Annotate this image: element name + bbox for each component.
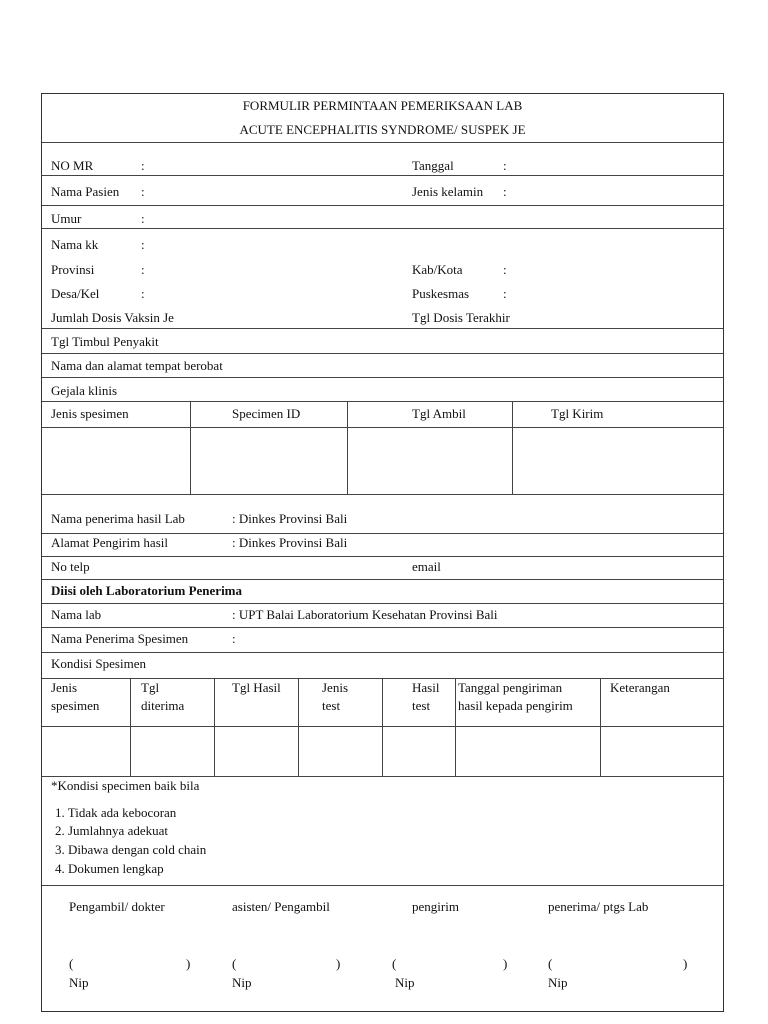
table-header-jenis-spesimen: spesimen <box>51 698 100 713</box>
value-penerima-hasil: : Dinkes Provinsi Bali <box>232 511 348 526</box>
notes-item: 1. Tidak ada kebocoran <box>55 805 177 820</box>
signature-paren-close: ) <box>336 956 341 971</box>
divider <box>42 885 723 886</box>
signature-role: penerima/ ptgs Lab <box>548 899 649 914</box>
signature-role: asisten/ Pengambil <box>232 899 330 914</box>
notes-item: 4. Dokumen lengkap <box>55 861 164 876</box>
colon: : <box>503 184 507 199</box>
divider <box>42 652 723 653</box>
label-no-telp: No telp <box>51 559 90 574</box>
table-header-jenis-spesimen: Jenis <box>51 680 77 695</box>
divider <box>42 401 723 402</box>
divider <box>42 175 723 176</box>
colon: : <box>141 184 145 199</box>
signature-nip: Nip <box>548 975 568 990</box>
divider <box>42 328 723 329</box>
signature-paren-open: ( <box>69 956 74 971</box>
divider <box>42 142 723 143</box>
divider <box>42 603 723 604</box>
divider <box>42 776 723 777</box>
table-column-divider <box>512 401 513 494</box>
table-column-divider <box>130 678 131 776</box>
divider <box>42 377 723 378</box>
signature-nip: Nip <box>69 975 89 990</box>
table-header-jenis-test: Jenis <box>322 680 348 695</box>
table-column-divider <box>347 401 348 494</box>
table-header-hasil-test: test <box>412 698 431 713</box>
table-header-keterangan: Keterangan <box>610 680 670 695</box>
divider <box>42 556 723 557</box>
colon: : <box>503 158 507 173</box>
table-header-tgl-ambil: Tgl Ambil <box>412 406 466 421</box>
label-tgl-timbul: Tgl Timbul Penyakit <box>51 334 159 349</box>
signature-nip: Nip <box>395 975 415 990</box>
table-header-tanggal-pengiriman: Tanggal pengiriman <box>458 680 563 695</box>
table-header-specimen-id: Specimen ID <box>232 406 301 421</box>
divider <box>42 427 723 428</box>
colon: : <box>141 262 145 277</box>
table-column-divider <box>455 678 456 776</box>
notes-title: *Kondisi specimen baik bila <box>51 778 200 793</box>
label-gejala-klinis: Gejala klinis <box>51 383 118 398</box>
form-subtitle: ACUTE ENCEPHALITIS SYNDROME/ SUSPEK JE <box>239 122 526 137</box>
table-column-divider <box>190 401 191 494</box>
divider <box>42 228 723 229</box>
divider <box>42 353 723 354</box>
table-header-hasil-test: Hasil <box>412 680 440 695</box>
value-alamat-pengirim: : Dinkes Provinsi Bali <box>232 535 348 550</box>
label-jenis-kelamin: Jenis kelamin <box>412 184 484 199</box>
colon: : <box>141 286 145 301</box>
table-header-tgl-kirim: Tgl Kirim <box>551 406 604 421</box>
label-penerima-spesimen: Nama Penerima Spesimen <box>51 631 189 646</box>
signature-paren-open: ( <box>548 956 553 971</box>
signature-role: Pengambil/ dokter <box>69 899 165 914</box>
label-puskesmas: Puskesmas <box>412 286 470 301</box>
signature-paren-close: ) <box>503 956 508 971</box>
divider <box>42 627 723 628</box>
table-header-tanggal-pengiriman: hasil kepada pengirim <box>458 698 573 713</box>
form-title: FORMULIR PERMINTAAN PEMERIKSAAN LAB <box>242 98 523 113</box>
label-tanggal: Tanggal <box>412 158 454 173</box>
signature-paren-close: ) <box>186 956 191 971</box>
label-nama-pasien: Nama Pasien <box>51 184 120 199</box>
label-penerima-hasil: Nama penerima hasil Lab <box>51 511 185 526</box>
divider <box>42 494 723 495</box>
divider <box>42 533 723 534</box>
colon: : <box>141 237 145 252</box>
label-alamat-pengirim: Alamat Pengirim hasil <box>51 535 168 550</box>
section-title-lab: Diisi oleh Laboratorium Penerima <box>51 583 243 598</box>
divider <box>42 205 723 206</box>
signature-role: pengirim <box>412 899 459 914</box>
lab-request-form <box>41 93 724 1012</box>
value-nama-lab: : UPT Balai Laboratorium Kesehatan Provinsi Bali <box>232 607 498 622</box>
table-header-tgl-hasil: Tgl Hasil <box>232 680 281 695</box>
label-kab-kota: Kab/Kota <box>412 262 463 277</box>
notes-item: 3. Dibawa dengan cold chain <box>55 842 207 857</box>
table-header-jenis-spesimen: Jenis spesimen <box>51 406 129 421</box>
label-no-mr: NO MR <box>51 158 94 173</box>
table-header-tgl-diterima: diterima <box>141 698 185 713</box>
divider <box>42 579 723 580</box>
label-tgl-dosis-terakhir: Tgl Dosis Terakhir <box>412 310 510 325</box>
table-header-tgl-diterima: Tgl <box>141 680 160 695</box>
label-umur: Umur <box>51 211 82 226</box>
value-penerima-spesimen: : <box>232 631 236 646</box>
table-header-jenis-test: test <box>322 698 341 713</box>
colon: : <box>503 286 507 301</box>
label-kondisi-spesimen: Kondisi Spesimen <box>51 656 146 671</box>
label-jumlah-dosis: Jumlah Dosis Vaksin Je <box>51 310 174 325</box>
table-column-divider <box>382 678 383 776</box>
signature-paren-open: ( <box>392 956 397 971</box>
notes-item: 2. Jumlahnya adekuat <box>55 823 168 838</box>
colon: : <box>141 158 145 173</box>
table-column-divider <box>600 678 601 776</box>
label-nama-alamat-berobat: Nama dan alamat tempat berobat <box>51 358 223 373</box>
signature-paren-open: ( <box>232 956 237 971</box>
signature-nip: Nip <box>232 975 252 990</box>
table-column-divider <box>298 678 299 776</box>
label-nama-lab: Nama lab <box>51 607 102 622</box>
colon: : <box>141 211 145 226</box>
colon: : <box>503 262 507 277</box>
signature-paren-close: ) <box>683 956 688 971</box>
label-provinsi: Provinsi <box>51 262 95 277</box>
label-desa-kel: Desa/Kel <box>51 286 100 301</box>
table-column-divider <box>214 678 215 776</box>
label-email: email <box>412 559 441 574</box>
label-nama-kk: Nama kk <box>51 237 99 252</box>
